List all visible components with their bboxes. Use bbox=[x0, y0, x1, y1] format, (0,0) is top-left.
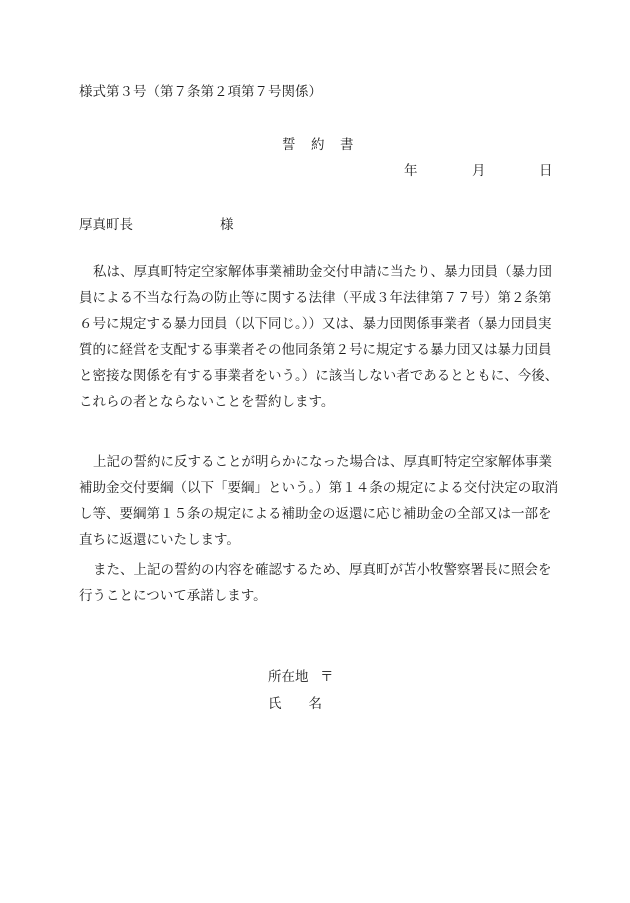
name-label: 氏 名 bbox=[268, 696, 322, 712]
pledge-paragraph-2 bbox=[79, 449, 559, 553]
pledge-paragraph-1 bbox=[79, 259, 559, 415]
paragraph-line: ６号に規定する暴力団員（以下同じ。））又は、暴力団関係事業者（暴力団員実 bbox=[79, 316, 552, 332]
paragraph-line: 直ちに返還にいたします。 bbox=[79, 532, 240, 548]
addressee-honorific: 様 bbox=[220, 217, 234, 233]
paragraph-line: 上記の誓約に反することが明らかになった場合は、厚真町特定空家解体事業 bbox=[93, 454, 552, 470]
paragraph-line: 補助金交付要綱（以下「要綱」という。）第１４条の規定による交付決定の取消 bbox=[79, 480, 559, 496]
paragraph-line: また、上記の誓約の内容を確認するため、厚真町が苫小牧警察署長に照会を bbox=[93, 562, 552, 578]
date-year: 年 bbox=[404, 163, 418, 179]
paragraph-line: これらの者とならないことを誓約します。 bbox=[79, 394, 335, 410]
postal-mark-icon: 〒 bbox=[320, 669, 334, 685]
paragraph-line: 質的に経営を支配する事業者その他同条第２号に規定する暴力団又は暴力団員 bbox=[79, 342, 552, 358]
pledge-paragraph-3 bbox=[79, 557, 553, 609]
paragraph-line: 員による不当な行為の防止等に関する法律（平成３年法律第７７号）第２条第 bbox=[79, 290, 552, 306]
date-day: 日 bbox=[539, 163, 553, 179]
addressee-name: 厚真町長 bbox=[79, 217, 133, 233]
paragraph-line: し等、要綱第１５条の規定による補助金の返還に応じ補助金の全部又は一部を bbox=[79, 506, 552, 522]
form-number: 様式第３号（第７条第２項第７号関係） bbox=[79, 84, 322, 100]
date-month: 月 bbox=[472, 163, 486, 179]
paragraph-line: と密接な関係を有する事業者をいう。）に該当しない者であるとともに、今後、 bbox=[79, 368, 559, 384]
address-label: 所在地 bbox=[268, 669, 309, 685]
paragraph-line: 私は、厚真町特定空家解体事業補助金交付申請に当たり、暴力団員（暴力団 bbox=[93, 264, 552, 280]
document-title: 誓 約 書 bbox=[282, 137, 355, 153]
paragraph-line: 行うことについて承諾します。 bbox=[79, 588, 267, 604]
